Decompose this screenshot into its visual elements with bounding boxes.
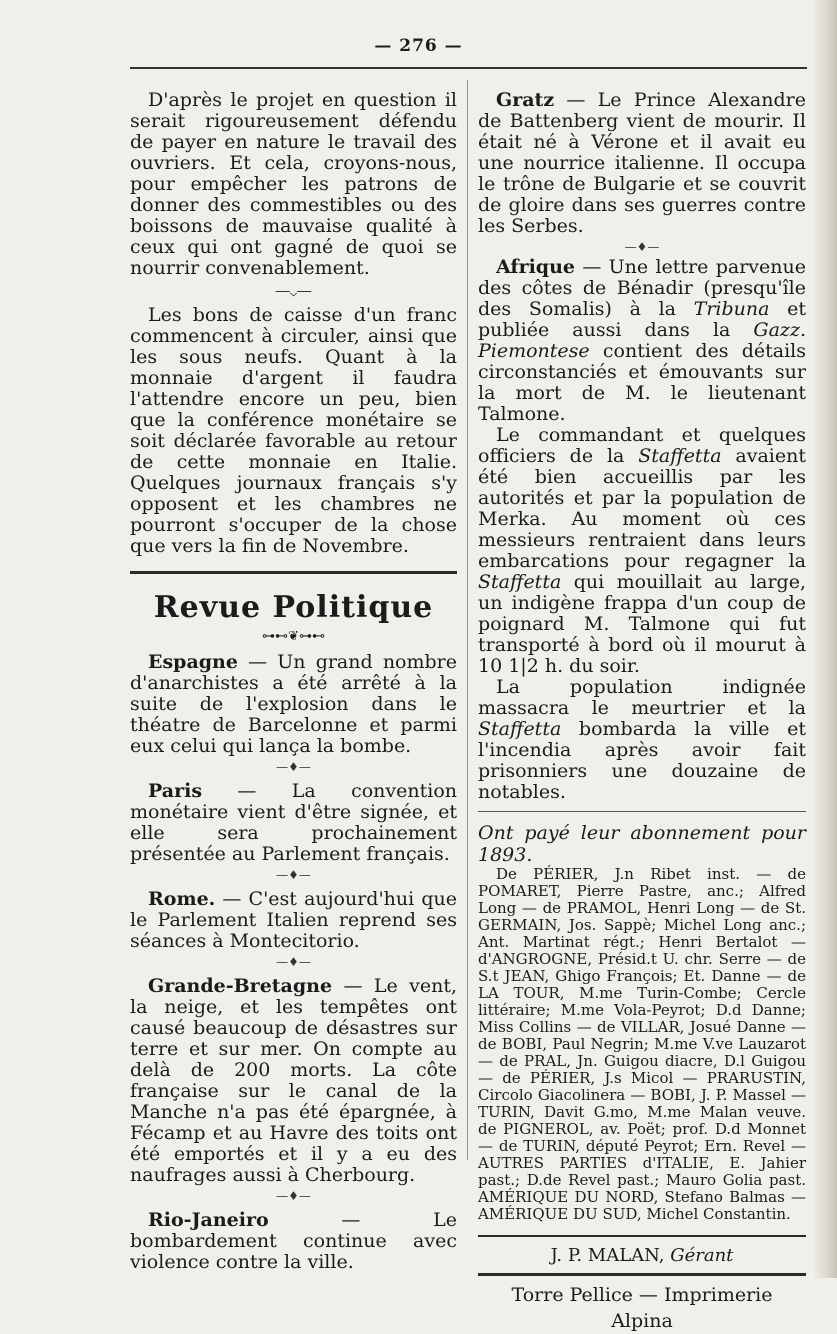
- page-edge-shadow: [815, 0, 837, 1278]
- gerant-rule: [478, 1235, 806, 1237]
- entry-text: — Le bombardement continue avec violence contre la ville.: [130, 1209, 457, 1273]
- printer-imprint: Torre Pellice — Imprimerie Alpina: [511, 1284, 773, 1332]
- entry-separator: —♦—: [624, 240, 660, 254]
- news-entry-paris: [130, 781, 457, 865]
- paragraph-massacre: [478, 677, 806, 803]
- ship-name: Staffetta: [478, 571, 562, 593]
- entry-separator: —♦—: [276, 868, 311, 882]
- subscription-rule: [478, 811, 806, 812]
- subscription-title: Ont payé leur abonnement pour 1893.: [478, 822, 806, 866]
- gerant-line: [478, 1243, 806, 1269]
- subscription-list: De PÉRIER, J.n Ribet inst. — de POMARET, Pierre Pastre, anc.; Alfred Long — de PRAMOL, Henri Long — de St. GERMAIN, Jos. Sappè; Michel Long anc.; Ant. Martinat régt.; Henri Bertalot — d'ANGROGNE, Présid.t U. chr. Serre — de S.t JEAN, Ghigo François; Et. Danne — de LA TOUR, M.me Turin-Combe; Cercle littéraire; M.me Vola-Peyrot; D.d Danne; Miss Collins — de VILLAR, Josué Danne — de BOBI, Paul Negrin; M.me V.ve Lauzarot — de PRAL, Jn. Guigou diacre, D.l Guigou — de PÉRIER, J.s Micol — PRARUSTIN, Circolo Giacolinera — BOBI, J. P. Massel — TURIN, Davit G.mo, M.me Malan veuve. de PIGNEROL, av. Poët; prof. D.d Monnet — de TURIN, député Peyrot; Ern. Revel — AUTRES PARTIES d'ITALIE, E. Jahier past.; D.de Revel past.; Mauro Golia past. AMÉRIQUE DU NORD, Stefano Balmas — AMÉRIQUE DU SUD, Michel Constantin.: [478, 865, 806, 1223]
- news-entry-gratz: [478, 90, 806, 237]
- right-column: [478, 90, 806, 1334]
- title-ornament: ⊶⊷❦⊶⊷: [262, 629, 325, 644]
- news-entry-rio-janeiro: [130, 1210, 457, 1273]
- printer-rule: [478, 1273, 806, 1276]
- entry-text: Le commandant et quelques officiers de la: [478, 424, 806, 467]
- entry-country: Rio-Janeiro: [148, 1209, 269, 1231]
- left-column: [130, 90, 457, 1273]
- header-rule: [130, 67, 807, 69]
- entry-country: Afrique: [496, 256, 575, 278]
- entry-text: — Le Prince Alexandre de Battenberg vient de mourir. Il était né à Vérone et il avait eu une nourrice italienne. Il occupa le trône de Bulgarie et se couvrit de gloire dans ses guerres contre les Serbes.: [478, 89, 806, 237]
- entry-separator: —♦—: [276, 955, 311, 969]
- entry-text: — Un grand nombre d'anarchistes a été arrêté à la suite de l'explosion dans le théatre de Barcelonne et parmi eux celui qui lança la bombe.: [130, 651, 457, 757]
- newspaper-name: Tribuna: [693, 298, 770, 320]
- column-divider: [467, 80, 468, 1160]
- ship-name: Staffetta: [638, 445, 722, 467]
- entry-text: et publiée aussi dans la: [478, 298, 806, 341]
- entry-text: qui mouillait au large, un indigène frappa d'un coup de poignard M. Talmone qui fut transporté à bord où il mourut à 10 1|2 h. du soir.: [478, 571, 806, 677]
- ornament-separator: ⎯⎯⌄⎯⎯: [275, 283, 312, 299]
- paragraph-wages: D'après le projet en question il serait rigoureusement défendu de payer en nature le travail des ouvriers. Et cela, croyons-nous, pour empêcher les patrons de donner des commestibles ou des boissons de mauvaise qualité à ceux qui ont gagné de quoi se nourrir convenablement.: [130, 89, 457, 279]
- entry-text: — La convention monétaire vient d'être signée, et elle sera prochainement présentée au Parlement français.: [130, 780, 457, 865]
- news-entry-rome: [130, 889, 457, 952]
- news-entry-afrique: [478, 257, 806, 425]
- newspaper-name: Gazz. Piemontese: [478, 319, 806, 362]
- entry-separator: —♦—: [276, 1189, 311, 1203]
- gerant-role: Gérant: [670, 1245, 734, 1266]
- entry-country: Gratz: [496, 89, 555, 111]
- entry-country: Grande-Bretagne: [148, 975, 333, 997]
- entry-text: contient des détails circonstanciés et émouvants sur la mort de M. le lieutenant Talmone.: [478, 340, 806, 425]
- paragraph-merka: [478, 425, 806, 677]
- page-number: — 276 —: [374, 36, 463, 56]
- paragraph-coins: Les bons de caisse d'un franc commencent à circuler, ainsi que les sous neufs. Quant à la monnaie d'argent il faudra l'attendre encore un peu, bien que la conférence monétaire se soit déclarée favorable au retour de cette monnaie en Italie. Quelques journaux français s'y opposent et les chambres ne pourront s'occuper de la chose que vers la fin de Novembre.: [130, 304, 457, 557]
- entry-country: Rome.: [148, 888, 216, 910]
- news-entry-grande-bretagne: [130, 976, 457, 1186]
- entry-text: — Une lettre parvenue des côtes de Bénadir (presqu'île des Somalis) à la: [478, 256, 806, 320]
- ship-name: Staffetta: [478, 718, 562, 740]
- entry-country: Paris: [148, 780, 203, 802]
- entry-text: bombarda la ville et l'incendia après avoir fait prisonniers une douzaine de notables.: [478, 718, 806, 803]
- entry-text: La population indignée massacra le meurtrier et la: [478, 676, 806, 719]
- entry-separator: —♦—: [276, 760, 311, 774]
- entry-text: avaient été bien accueillis par les autorités et par la population de Merka. Au moment où ces messieurs rentraient dans leurs embarcations pour regagner la: [478, 445, 807, 572]
- entry-country: Espagne: [148, 651, 238, 673]
- gerant-name: J. P. MALAN,: [550, 1245, 665, 1266]
- section-rule: [130, 571, 457, 574]
- entry-text: — Le vent, la neige, et les tempêtes ont causé beaucoup de désastres sur terre et sur mer. On compte au delà de 200 morts. La côte française sur le canal de la Manche n'a pas été épargnée, à Fécamp et au Havre des toits ont été emportés et il y a eu des naufrages aussi à Cherbourg.: [130, 975, 457, 1186]
- entry-text: — C'est aujourd'hui que le Parlement Italien reprend ses séances à Montecitorio.: [130, 888, 457, 952]
- section-title: Revue Politique: [153, 590, 434, 625]
- news-entry-espagne: [130, 652, 457, 757]
